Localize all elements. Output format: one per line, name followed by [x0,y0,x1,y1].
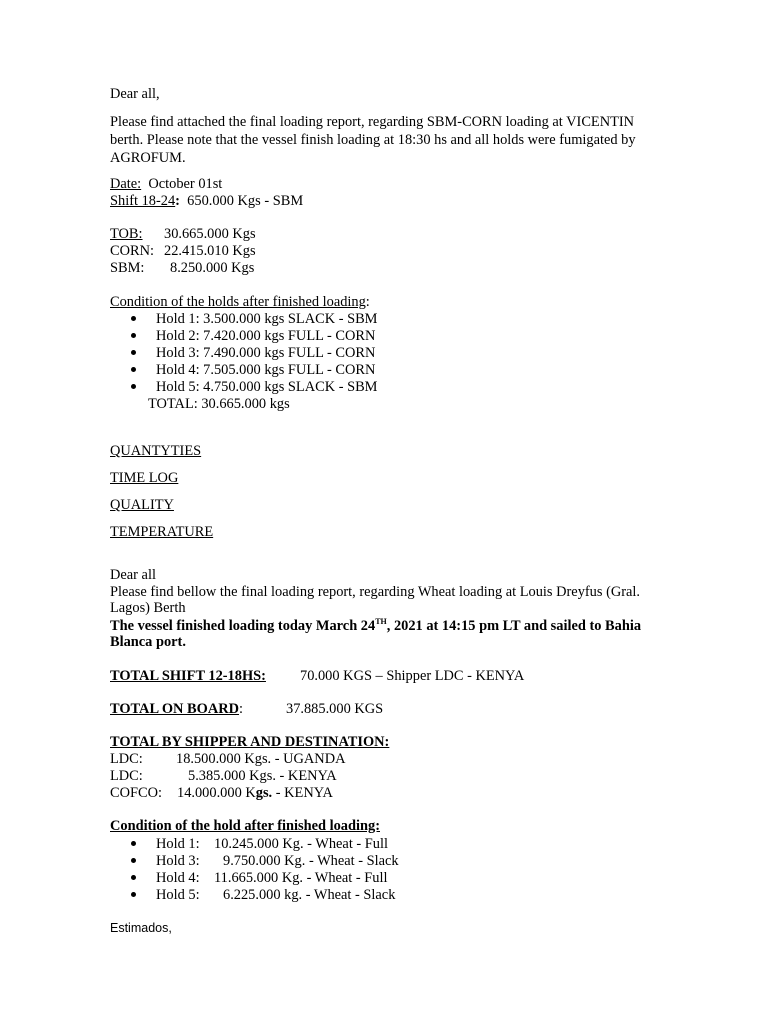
wheat-hold-label: Hold 1: [156,836,200,852]
corn-line [110,243,256,260]
tob-line [110,226,256,243]
shipper-heading: TOTAL BY SHIPPER AND DESTINATION: [110,734,390,750]
shift-line [110,193,303,210]
shift-2-line [110,668,524,685]
hold-item-1: Hold 1: 3.500.000 kgs SLACK - SBM [156,311,378,327]
intro-1-line-3: AGROFUM. [110,150,186,166]
shipper-row [110,785,333,802]
footer-greeting: Estimados, [110,921,172,935]
holds-heading-colon: : [365,294,370,310]
onboard-value: 37.885.000 KGS [286,701,384,717]
shift-colon: : [175,193,180,209]
wheat-hold-item [156,887,395,904]
shipper-name: COFCO: [110,785,162,801]
bullet-icon [131,367,136,372]
intro-2-line-1: Please find bellow the final loading report, regarding Wheat loading at Louis Dreyfus (Gral. [110,584,641,600]
shipper-row [110,751,345,768]
onboard-label: TOTAL ON BOARD [110,701,240,717]
shift-2-label: TOTAL SHIFT 12-18HS: [110,668,266,684]
section-temperature: TEMPERATURE [110,524,214,540]
corn-label: CORN: [110,243,154,259]
onboard-colon: : [239,701,244,717]
hold-item-5: Hold 5: 4.750.000 kgs SLACK - SBM [156,379,378,395]
bullet-icon [131,350,136,355]
date-label: Date: [110,176,142,192]
holds-heading [110,294,370,311]
corn-value: 22.415.010 Kgs [164,243,256,259]
hold-item-3: Hold 3: 7.490.000 kgs FULL - CORN [156,345,376,361]
finished-notice-sup: TH [375,617,387,626]
wheat-hold-value: 11.665.000 Kg. - Wheat - Full [214,870,388,886]
hold-item-2: Hold 2: 7.420.000 kgs FULL - CORN [156,328,376,344]
bullet-icon [131,841,136,846]
wheat-hold-label: Hold 5: [156,887,200,903]
sbm-label: SBM: [110,260,145,276]
bullet-icon [131,858,136,863]
shipper-name: LDC: [110,768,143,784]
intro-1-line-1: Please find attached the final loading report, regarding SBM-CORN loading at VICENTIN [110,114,635,130]
shipper-value-dest: - KENYA [272,785,333,801]
wheat-hold-value: 10.245.000 Kg. - Wheat - Full [214,836,389,852]
bullet-icon [131,875,136,880]
sbm-line [110,260,254,277]
hold-heading-2: Condition of the hold after finished loading: [110,818,380,834]
section-quality: QUALITY [110,497,174,513]
wheat-hold-item [156,853,399,870]
hold-item-4: Hold 4: 7.505.000 kgs FULL - CORN [156,362,376,378]
tob-label: TOB: [110,226,143,242]
finished-notice-line-2: Blanca port. [110,634,186,650]
shift-2-value: 70.000 KGS – Shipper LDC - KENYA [300,668,525,684]
shift-label: Shift 18-24 [110,193,176,209]
finished-notice-a: The vessel finished loading today March 24 [110,618,376,634]
wheat-hold-item [156,836,388,853]
intro-1-line-2: berth. Please note that the vessel finish loading at 18:30 hs and all holds were fumigated by [110,132,636,148]
finished-notice-b: , 2021 at 14:15 pm LT and sailed to Bahia [386,618,642,634]
date-value: October 01st [148,176,223,192]
shipper-name: LDC: [110,751,143,767]
shipper-value: 14.000.000 K [177,785,256,801]
onboard-line [110,701,383,718]
finished-notice-line-1 [110,618,641,635]
sbm-value: 8.250.000 Kgs [170,260,255,276]
date-line [110,176,222,193]
wheat-hold-value: 9.750.000 Kg. - Wheat - Slack [223,853,399,869]
greeting-1: Dear all, [110,86,160,102]
bullet-icon [131,892,136,897]
intro-2-line-2: Lagos) Berth [110,600,186,616]
tob-value: 30.665.000 Kgs [164,226,256,242]
bullet-icon [131,316,136,321]
section-time-log: TIME LOG [110,470,179,486]
section-quantyties: QUANTYTIES [110,443,202,459]
shift-value: 650.000 Kgs - SBM [187,193,304,209]
holds-total: TOTAL: 30.665.000 kgs [148,396,290,412]
shipper-value: 18.500.000 Kgs. - UGANDA [176,751,346,767]
bullet-icon [131,384,136,389]
wheat-hold-item [156,870,387,887]
wheat-hold-label: Hold 3: [156,853,200,869]
shipper-row [110,768,337,785]
greeting-2: Dear all [110,567,156,583]
holds-heading-text: Condition of the holds after finished loading [110,294,366,310]
bullet-icon [131,333,136,338]
wheat-hold-label: Hold 4: [156,870,200,886]
shipper-value: 5.385.000 Kgs. - KENYA [188,768,337,784]
shipper-value-bold: gs. [255,785,273,801]
wheat-hold-value: 6.225.000 kg. - Wheat - Slack [223,887,396,903]
